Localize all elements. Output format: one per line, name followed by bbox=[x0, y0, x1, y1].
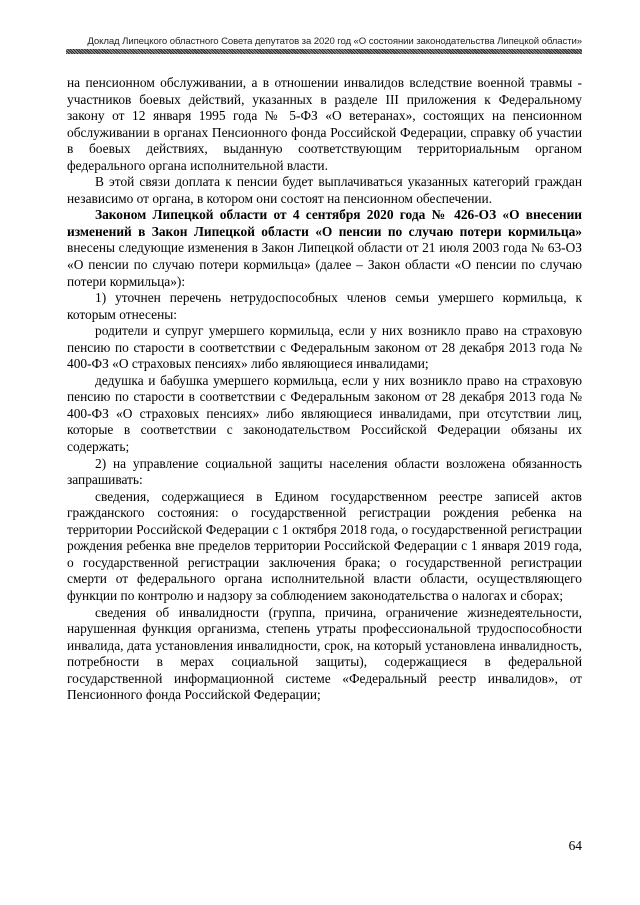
header-rule bbox=[66, 49, 582, 54]
running-header: Доклад Липецкого областного Совета депутатов за 2020 год «О состоянии законодательства Липецкой области» bbox=[87, 36, 582, 47]
paragraph-parents: родители и супруг умершего кормильца, если у них возникло право на страховую пенсию по старости в соответствии с Федеральным законом от 28 декабря 2013 года № 400-ФЗ «О страховых пенсиях» либо являющиеся инвалидами; bbox=[67, 323, 582, 372]
paragraph-law-426 bbox=[67, 207, 582, 290]
page-number: 64 bbox=[568, 838, 582, 853]
paragraph-continuation: на пенсионном обслуживании, а в отношении инвалидов вследствие военной травмы - участников боевых действий, указанных в разделе III приложения к Федеральному закону от 12 января 1995 года № 5-ФЗ «О ветеранах», состоящих на пенсионном обслуживании в органах Пенсионного фонда Российской Федерации, справку об участии в боевых действиях, выданную соответствующим территориальным органом федерального органа исполнительной власти. bbox=[67, 75, 582, 173]
law-description: внесены следующие изменения в Закон Липецкой области от 21 июля 2003 года № 63-ОЗ «О пенсии по случаю потери кормильца» (далее – Закон области «О пенсии по случаю потери кормильца»): bbox=[67, 240, 582, 289]
paragraph-disability-info: сведения об инвалидности (группа, причина, ограничение жизнедеятельности, нарушенная функция организма, степень утраты профессиональной трудоспособности инвалида, дата установления инвалидности, срок, на который установлена инвалидность, потребности в мерах социальной защиты), содержащиеся в федеральной государственной информационной системе «Федеральный реестр инвалидов», от Пенсионного фонда Российской Федерации; bbox=[67, 604, 582, 703]
paragraph-item-1: 1) уточнен перечень нетрудоспособных членов семьи умершего кормильца, к которым отнесены: bbox=[67, 290, 582, 322]
paragraph-civil-registry: сведения, содержащиеся в Едином государственном реестре записей актов гражданского состояния: о государственной регистрации рождения ребенка на территории Российской Федерации с 1 октября 2018 года, о государственной регистрации рождения ребенка вне пределов территории Российской Федерации с 1 января 2019 года, о государственной регистрации заключения брака; о государственной регистрации смерти от федерального органа исполнительной власти области, осуществляющего функции по контролю и надзору за соблюдением законодательства о налогах и сборах; bbox=[67, 488, 582, 603]
law-title: Законом Липецкой области от 4 сентября 2020 года № 426-ОЗ «О внесении изменений в Закон Липецкой области «О пенсии по случаю потери кормильца» bbox=[67, 207, 582, 239]
paragraph-item-2: 2) на управление социальной защиты населения области возложена обязанность запрашивать: bbox=[67, 455, 582, 488]
body-text bbox=[67, 75, 582, 704]
paragraph-grandparents: дедушка и бабушка умершего кормильца, если у них возникло право на страховую пенсию по старости в соответствии с Федеральным законом от 28 декабря 2013 года № 400-ФЗ «О страховых пенсиях» либо являющиеся инвалидами, при отсутствии лиц, которые в соответствии с законодательством Российской Федерации обязаны их содержать; bbox=[67, 372, 582, 455]
paragraph-supplement: В этой связи доплата к пенсии будет выплачиваться указанных категорий граждан независимо от органа, в котором они состоят на пенсионном обеспечении. bbox=[67, 174, 582, 206]
